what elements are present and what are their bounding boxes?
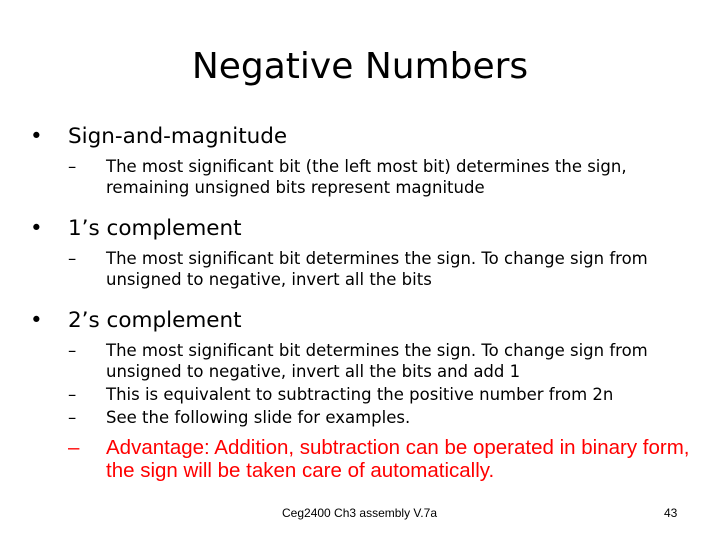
sub-bullet [68,384,700,405]
sub-bullet-text: The most significant bit determines the sign. To change sign from unsigned to negative, invert all the bits [106,249,648,289]
slide-number: 43 [664,506,678,520]
advantage-note [68,436,700,482]
dash-icon: – [68,408,77,427]
footer-course: Ceg2400 Ch3 assembly V.7a [282,506,437,520]
sub-bullet-text: The most significant bit (the left most bit) determines the sign, remaining unsigned bits represent magnitude [106,157,627,197]
bullet-ones-complement [30,214,700,244]
dash-icon: – [68,249,77,268]
slide-title: Negative Numbers [191,46,529,87]
sub-bullet-text: See the following slide for examples. [106,408,411,427]
sub-bullet [68,407,700,428]
sub-bullet-text: The most significant bit determines the sign. To change sign from unsigned to negative, invert all the bits and add 1 [106,341,648,381]
bullet-label: 2’s complement [68,308,242,333]
sub-bullet-text: This is equivalent to subtracting the positive number from 2n [106,385,614,404]
bullet-label: Sign-and-magnitude [68,124,288,149]
bullet-sign-magnitude [30,122,700,152]
bullet-label: 1’s complement [68,216,242,241]
dash-icon: – [68,436,80,459]
dash-icon: – [68,341,77,360]
sub-bullet [68,248,700,290]
bullet-icon: • [30,216,43,241]
bullet-list [30,122,700,482]
bullet-icon: • [30,308,43,333]
bullet-twos-complement [30,306,700,336]
sub-bullet [68,156,700,198]
sub-bullet [68,340,700,382]
advantage-text: Advantage: Addition, subtraction can be operated in binary form, the sign will be taken care of automatically. [106,436,690,482]
dash-icon: – [68,385,77,404]
dash-icon: – [68,157,77,176]
bullet-icon: • [30,124,43,149]
